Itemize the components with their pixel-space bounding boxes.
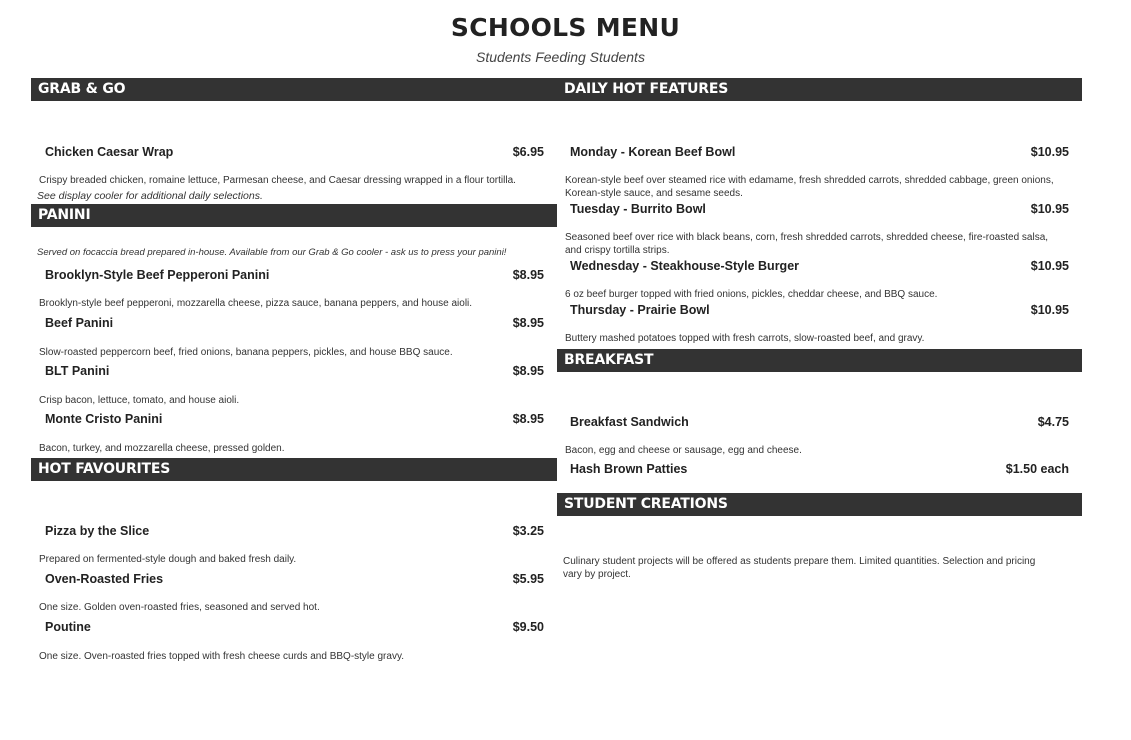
item-name: Brooklyn-Style Beef Pepperoni Panini xyxy=(45,268,270,282)
menu-item-breakfast-sandwich xyxy=(557,414,1082,430)
item-description: Bacon, turkey, and mozzarella cheese, pressed golden. xyxy=(39,443,285,454)
right-column xyxy=(557,78,1082,581)
menu-item-oven-roasted-fries xyxy=(31,571,557,587)
item-description: Crisp bacon, lettuce, tomato, and house aioli. xyxy=(39,395,240,406)
menu-item-poutine xyxy=(31,619,557,635)
item-price: $6.95 xyxy=(512,145,544,159)
item-description: Brooklyn-style beef pepperoni, mozzarella cheese, pizza sauce, banana peppers, and house aioli. xyxy=(39,298,473,309)
section-header-student-creations: STUDENT CREATIONS xyxy=(557,493,1082,516)
student-creations-text: Culinary student projects will be offered as students prepare them. Limited quantities. Selection and pricing vary by project. xyxy=(563,556,1036,580)
item-price: $8.95 xyxy=(512,268,544,282)
item-price: $10.95 xyxy=(1030,259,1069,273)
item-description: 6 oz beef burger topped with fried onions, pickles, cheddar cheese, and BBQ sauce. xyxy=(565,289,938,300)
item-price: $8.95 xyxy=(512,412,544,426)
item-description: Korean-style beef over steamed rice with edamame, fresh shredded carrots, shredded cabbage, green onions, Korean-style sauce, and sesame seeds. xyxy=(565,175,1054,199)
item-description: Prepared on fermented-style dough and baked fresh daily. xyxy=(39,554,297,565)
menu-item-wednesday xyxy=(557,258,1082,274)
menu-item-monday xyxy=(557,144,1082,160)
item-name: Tuesday - Burrito Bowl xyxy=(570,202,706,216)
menu-item-thursday xyxy=(557,302,1082,318)
item-description: Seasoned beef over rice with black beans, corn, fresh shredded carrots, shredded cheese, fire-roasted salsa, and crispy tortilla strips. xyxy=(565,232,1049,256)
section-header-panini: PANINI xyxy=(31,204,557,227)
item-price: $3.25 xyxy=(512,524,544,538)
menu-item-beef-panini xyxy=(31,315,557,331)
item-price: $8.95 xyxy=(512,316,544,330)
page-title: SCHOOLS MENU xyxy=(450,13,681,42)
item-name: Hash Brown Patties xyxy=(570,462,688,476)
menu-item-blt-panini xyxy=(31,363,557,379)
section-header-grab-go: GRAB & GO xyxy=(31,78,557,101)
grab-go-note: See display cooler for additional daily selections. xyxy=(37,190,263,202)
panini-note: Served on focaccia bread prepared in-house. Available from our Grab & Go cooler - ask us to press your panini! xyxy=(37,247,507,258)
item-price: $9.50 xyxy=(512,620,544,634)
item-description: Buttery mashed potatoes topped with fresh carrots, slow-roasted beef, and gravy. xyxy=(565,333,925,344)
item-description: Crispy breaded chicken, romaine lettuce, Parmesan cheese, and Caesar dressing wrapped in a flour tortilla. xyxy=(39,175,516,186)
menu-item-monte-cristo-panini xyxy=(31,411,557,427)
item-name: Pizza by the Slice xyxy=(45,524,150,538)
item-name: Wednesday - Steakhouse-Style Burger xyxy=(570,259,800,273)
item-name: Thursday - Prairie Bowl xyxy=(570,303,710,317)
page-subtitle: Students Feeding Students xyxy=(476,49,645,65)
menu-item-brooklyn-panini xyxy=(31,267,557,283)
item-price: $4.75 xyxy=(1037,415,1069,429)
section-header-daily-hot-features: DAILY HOT FEATURES xyxy=(557,78,1082,101)
item-name: Beef Panini xyxy=(45,316,114,330)
section-header-breakfast: BREAKFAST xyxy=(557,349,1082,372)
menu-item-hash-brown-patties xyxy=(557,461,1082,477)
item-price: $1.50 each xyxy=(1005,462,1069,476)
item-name: Chicken Caesar Wrap xyxy=(45,145,174,159)
menu-item-chicken-caesar-wrap xyxy=(31,144,557,160)
section-header-hot-favourites: HOT FAVOURITES xyxy=(31,458,557,481)
item-name: Oven-Roasted Fries xyxy=(45,572,164,586)
item-price: $8.95 xyxy=(512,364,544,378)
item-name: BLT Panini xyxy=(45,364,110,378)
item-price: $10.95 xyxy=(1030,202,1069,216)
item-name: Monday - Korean Beef Bowl xyxy=(570,145,736,159)
menu-item-pizza-slice xyxy=(31,523,557,539)
item-price: $5.95 xyxy=(512,572,544,586)
left-column xyxy=(31,78,557,663)
menu-item-tuesday xyxy=(557,201,1082,217)
item-price: $10.95 xyxy=(1030,145,1069,159)
item-description: One size. Oven-roasted fries topped with fresh cheese curds and BBQ-style gravy. xyxy=(39,651,404,662)
item-name: Monte Cristo Panini xyxy=(45,412,163,426)
item-description: Bacon, egg and cheese or sausage, egg and cheese. xyxy=(565,445,802,456)
item-price: $10.95 xyxy=(1030,303,1069,317)
item-description: One size. Golden oven-roasted fries, seasoned and served hot. xyxy=(39,602,320,613)
item-name: Breakfast Sandwich xyxy=(570,415,689,429)
item-description: Slow-roasted peppercorn beef, fried onions, banana peppers, pickles, and house BBQ sauce. xyxy=(39,347,453,358)
item-name: Poutine xyxy=(45,620,91,634)
